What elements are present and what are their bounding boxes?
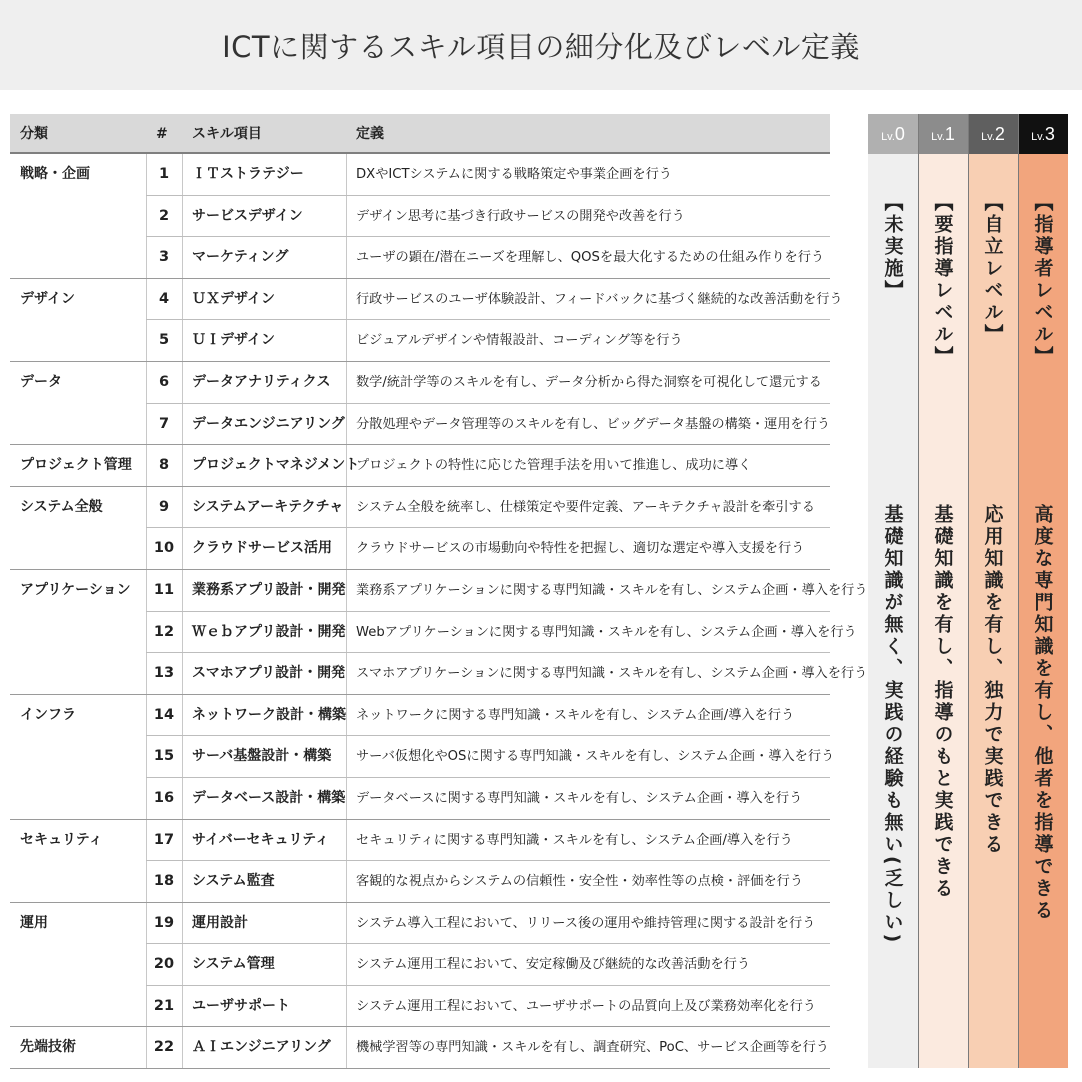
- table-row: [10, 695, 830, 737]
- row-category: [20, 986, 140, 1028]
- row-category: 運用: [20, 914, 48, 931]
- row-number: 7: [158, 415, 170, 432]
- row-skill-name: Ｗｅｂアプリ設計・開発: [192, 623, 346, 640]
- level-prefix: Lv.: [981, 131, 995, 143]
- row-number: 6: [158, 373, 170, 390]
- table-row: [10, 404, 830, 446]
- row-definition: データベースに関する専門知識・スキルを有し、システム企画・導入を行う: [356, 790, 803, 806]
- row-definition: サーバ仮想化やOSに関する専門知識・スキルを有し、システム企画・導入を行う: [356, 749, 835, 765]
- row-skill-name: ＵＩデザイン: [192, 332, 276, 349]
- row-category: [20, 612, 140, 654]
- row-skill-name: プロジェクトマネジメント: [192, 457, 360, 474]
- column-divider: [346, 445, 347, 487]
- row-number: 5: [158, 332, 170, 349]
- column-divider: [346, 487, 347, 529]
- level-label: 【自立レベル】: [981, 192, 1004, 346]
- column-divider: [146, 653, 147, 695]
- column-divider: [346, 736, 347, 778]
- header-category: 分類: [20, 126, 48, 142]
- row-skill-name: ネットワーク設計・構築: [192, 706, 346, 723]
- row-number: 3: [158, 249, 170, 266]
- row-category: システム全般: [20, 498, 103, 515]
- column-divider: [182, 944, 183, 986]
- column-divider: [346, 528, 347, 570]
- column-divider: [346, 944, 347, 986]
- row-definition: 分散処理やデータ管理等のスキルを有し、ビッグデータ基盤の構築・運用を行う: [356, 416, 831, 432]
- level-prefix: Lv.: [931, 131, 945, 143]
- row-definition: システム全般を統率し、仕様策定や要件定義、アーキテクチャ設計を牽引する: [356, 499, 815, 515]
- row-number: 10: [153, 540, 175, 557]
- row-skill-name: マーケティング: [192, 249, 289, 266]
- column-divider: [146, 944, 147, 986]
- row-number: 4: [158, 290, 170, 307]
- table-row: [10, 778, 830, 820]
- table-row: [10, 820, 830, 862]
- column-divider: [182, 736, 183, 778]
- row-number: 14: [153, 706, 175, 723]
- column-divider: [182, 154, 183, 196]
- row-skill-name: クラウドサービス活用: [192, 540, 332, 557]
- column-divider: [346, 861, 347, 903]
- table-row: [10, 944, 830, 986]
- row-number: 15: [153, 748, 175, 765]
- table-row: [10, 612, 857, 654]
- column-divider: [346, 237, 347, 279]
- row-category: 先端技術: [20, 1039, 76, 1056]
- row-category: プロジェクト管理: [20, 457, 132, 474]
- row-definition: 機械学習等の専門知識・スキルを有し、調査研究、PoC、サービス企画等を行う: [356, 1040, 829, 1056]
- row-category: [20, 778, 140, 820]
- table-row: [10, 362, 830, 404]
- level-description-panel: [1018, 154, 1068, 1068]
- row-skill-name: サーバ基盤設計・構築: [192, 748, 332, 765]
- column-divider: [146, 404, 147, 446]
- row-category: [20, 196, 140, 238]
- level-number: 2: [994, 124, 1005, 144]
- row-category: [20, 320, 140, 362]
- row-definition: 業務系アプリケーションに関する専門知識・スキルを有し、システム企画・導入を行う: [356, 582, 868, 598]
- row-number: 8: [158, 457, 170, 474]
- column-divider: [182, 861, 183, 903]
- column-divider: [146, 154, 147, 196]
- row-skill-name: ＡＩエンジニアリング: [192, 1039, 331, 1056]
- column-divider: [146, 362, 147, 404]
- table-row: [10, 528, 830, 570]
- row-number: 13: [153, 665, 175, 682]
- header-skill: スキル項目: [192, 126, 262, 142]
- column-divider: [182, 653, 183, 695]
- level-divider: [968, 114, 969, 1068]
- column-divider: [346, 903, 347, 945]
- level-prefix: Lv.: [881, 131, 895, 143]
- skill-table: [10, 114, 868, 1069]
- column-divider: [346, 820, 347, 862]
- row-definition: 客観的な視点からシステムの信頼性・安全性・効率性等の点検・評価を行う: [356, 874, 804, 890]
- row-definition: ユーザの顕在/潜在ニーズを理解し、QOSを最大化するための仕組み作りを行う: [356, 250, 825, 266]
- level-column: [1018, 114, 1068, 1068]
- row-skill-name: データエンジニアリング: [192, 415, 345, 432]
- row-definition: システム運用工程において、安定稼働及び継続的な改善活動を行う: [356, 957, 751, 973]
- row-skill-name: データアナリティクス: [192, 373, 331, 390]
- row-number: 16: [153, 789, 175, 806]
- level-prefix: Lv.: [1031, 131, 1045, 143]
- table-row: [10, 986, 830, 1028]
- row-definition: プロジェクトの特性に応じた管理手法を用いて推進し、成功に導く: [356, 458, 752, 474]
- table-row: [10, 279, 843, 321]
- row-number: 21: [153, 997, 175, 1014]
- column-divider: [182, 445, 183, 487]
- header-num: #: [156, 126, 168, 142]
- row-number: 20: [153, 956, 175, 973]
- row-definition: システム運用工程において、ユーザサポートの品質向上及び業務効率化を行う: [356, 998, 816, 1014]
- row-category: データ: [20, 373, 62, 390]
- header-definition: 定義: [356, 126, 384, 142]
- row-category: [20, 528, 140, 570]
- column-divider: [346, 196, 347, 238]
- column-divider: [146, 279, 147, 321]
- row-skill-name: サービスデザイン: [192, 207, 303, 224]
- table-header: [10, 114, 830, 154]
- column-divider: [182, 1027, 183, 1069]
- level-heading: [968, 114, 1018, 154]
- column-divider: [146, 237, 147, 279]
- row-skill-name: 業務系アプリ設計・開発: [192, 581, 346, 598]
- level-description: 基礎知識が無く、実践の経験も無い(乏しい): [881, 504, 904, 946]
- column-divider: [346, 570, 347, 612]
- column-divider: [182, 487, 183, 529]
- row-skill-name: サイバーセキュリティ: [192, 831, 330, 848]
- column-divider: [146, 986, 147, 1028]
- row-skill-name: システム管理: [192, 956, 275, 973]
- table-row: [10, 653, 868, 695]
- column-divider: [346, 362, 347, 404]
- row-skill-name: データベース設計・構築: [192, 789, 346, 806]
- column-divider: [182, 778, 183, 820]
- table-row: [10, 861, 830, 903]
- row-number: 19: [153, 914, 175, 931]
- page-title: ICTに関するスキル項目の細分化及びレベル定義: [222, 29, 860, 64]
- row-category: インフラ: [20, 706, 76, 723]
- row-definition: スマホアプリケーションに関する専門知識・スキルを有し、システム企画・導入を行う: [356, 666, 868, 682]
- row-category: [20, 736, 140, 778]
- column-divider: [146, 320, 147, 362]
- column-divider: [146, 695, 147, 737]
- row-definition: ビジュアルデザインや情報設計、コーディング等を行う: [356, 333, 683, 349]
- row-category: 戦略・企画: [20, 166, 90, 182]
- level-heading: [868, 114, 918, 154]
- table-row: [10, 903, 830, 945]
- column-divider: [146, 903, 147, 945]
- row-category: アプリケーション: [20, 581, 131, 598]
- level-description: 応用知識を有し、独力で実践できる: [981, 504, 1004, 856]
- column-divider: [182, 820, 183, 862]
- row-definition: システム導入工程において、リリース後の運用や維持管理に関する設計を行う: [356, 915, 816, 931]
- row-category: デザイン: [20, 290, 76, 307]
- table-body: [10, 154, 868, 1069]
- column-divider: [346, 279, 347, 321]
- level-number: 1: [944, 124, 955, 144]
- column-divider: [146, 736, 147, 778]
- row-number: 9: [158, 498, 170, 515]
- table-row: [10, 154, 830, 196]
- column-divider: [182, 528, 183, 570]
- level-divider: [918, 114, 919, 1068]
- column-divider: [182, 903, 183, 945]
- level-description: 基礎知識を有し、指導のもと実践できる: [931, 504, 954, 900]
- level-description-panel: [918, 154, 968, 1068]
- row-definition: クラウドサービスの市場動向や特性を把握し、適切な選定や導入支援を行う: [356, 541, 805, 557]
- column-divider: [182, 986, 183, 1028]
- row-category: [20, 861, 140, 903]
- row-number: 12: [153, 623, 175, 640]
- row-number: 11: [153, 581, 175, 598]
- level-heading: [1018, 114, 1068, 154]
- row-definition: 数学/統計学等のスキルを有し、データ分析から得た洞察を可視化して還元する: [356, 374, 822, 390]
- column-divider: [346, 986, 347, 1028]
- table-row: [10, 736, 835, 778]
- column-divider: [146, 570, 147, 612]
- row-category: [20, 404, 140, 446]
- row-definition: ネットワークに関する専門知識・スキルを有し、システム企画/導入を行う: [356, 707, 795, 723]
- column-divider: [346, 612, 347, 654]
- level-number: 3: [1044, 124, 1055, 144]
- row-number: 1: [158, 166, 170, 182]
- row-definition: Webアプリケーションに関する専門知識・スキルを有し、システム企画・導入を行う: [356, 624, 857, 640]
- level-label: 【指導者レベル】: [1031, 192, 1054, 368]
- column-divider: [346, 320, 347, 362]
- row-skill-name: システムアーキテクチャ: [192, 498, 344, 515]
- column-divider: [182, 237, 183, 279]
- row-divider: [10, 1068, 830, 1069]
- column-divider: [182, 695, 183, 737]
- column-divider: [182, 279, 183, 321]
- row-number: 17: [153, 831, 175, 848]
- row-number: 22: [153, 1039, 175, 1056]
- row-skill-name: ＩＴストラテジー: [192, 166, 304, 182]
- column-divider: [146, 445, 147, 487]
- column-divider: [146, 612, 147, 654]
- column-divider: [146, 487, 147, 529]
- level-number: 0: [894, 124, 905, 144]
- column-divider: [346, 404, 347, 446]
- table-row: [10, 196, 830, 238]
- column-divider: [146, 861, 147, 903]
- table-row: [10, 320, 830, 362]
- column-divider: [182, 320, 183, 362]
- row-skill-name: ユーザサポート: [192, 997, 290, 1014]
- row-definition: 行政サービスのユーザ体験設計、フィードバックに基づく継続的な改善活動を行う: [356, 291, 843, 307]
- table-row: [10, 445, 830, 487]
- row-number: 18: [153, 873, 175, 890]
- level-column: [918, 114, 968, 1068]
- column-divider: [146, 820, 147, 862]
- row-skill-name: ＵＸデザイン: [192, 290, 276, 307]
- column-divider: [146, 528, 147, 570]
- column-divider: [146, 778, 147, 820]
- table-row: [10, 1027, 830, 1069]
- row-number: 2: [158, 207, 170, 224]
- column-divider: [182, 362, 183, 404]
- level-description-panel: [968, 154, 1018, 1068]
- column-divider: [182, 196, 183, 238]
- column-divider: [182, 570, 183, 612]
- column-divider: [346, 778, 347, 820]
- title-bar: [0, 0, 1082, 90]
- table-row: [10, 237, 830, 279]
- level-column: [868, 114, 918, 1068]
- column-divider: [346, 1027, 347, 1069]
- column-divider: [182, 404, 183, 446]
- level-description: 高度な専門知識を有し、他者を指導できる: [1031, 504, 1054, 922]
- column-divider: [346, 154, 347, 196]
- column-divider: [346, 653, 347, 695]
- row-category: [20, 653, 140, 695]
- table-row: [10, 570, 868, 612]
- row-category: [20, 944, 140, 986]
- column-divider: [182, 612, 183, 654]
- level-label: 【要指導レベル】: [931, 192, 954, 368]
- table-row: [10, 487, 830, 529]
- column-divider: [146, 1027, 147, 1069]
- level-label: 【未実施】: [881, 192, 904, 302]
- level-description-panel: [868, 154, 918, 1068]
- row-skill-name: スマホアプリ設計・開発: [192, 665, 346, 682]
- level-column: [968, 114, 1018, 1068]
- row-definition: DXやICTシステムに関する戦略策定や事業企画を行う: [356, 167, 672, 182]
- row-definition: デザイン思考に基づき行政サービスの開発や改善を行う: [356, 208, 685, 224]
- row-category: セキュリティ: [20, 831, 103, 848]
- row-skill-name: 運用設計: [192, 914, 248, 931]
- row-definition: セキュリティに関する専門知識・スキルを有し、システム企画/導入を行う: [356, 832, 793, 848]
- level-heading: [918, 114, 968, 154]
- column-divider: [346, 695, 347, 737]
- column-divider: [146, 196, 147, 238]
- row-category: [20, 237, 140, 279]
- level-divider: [1018, 114, 1019, 1068]
- row-skill-name: システム監査: [192, 873, 275, 890]
